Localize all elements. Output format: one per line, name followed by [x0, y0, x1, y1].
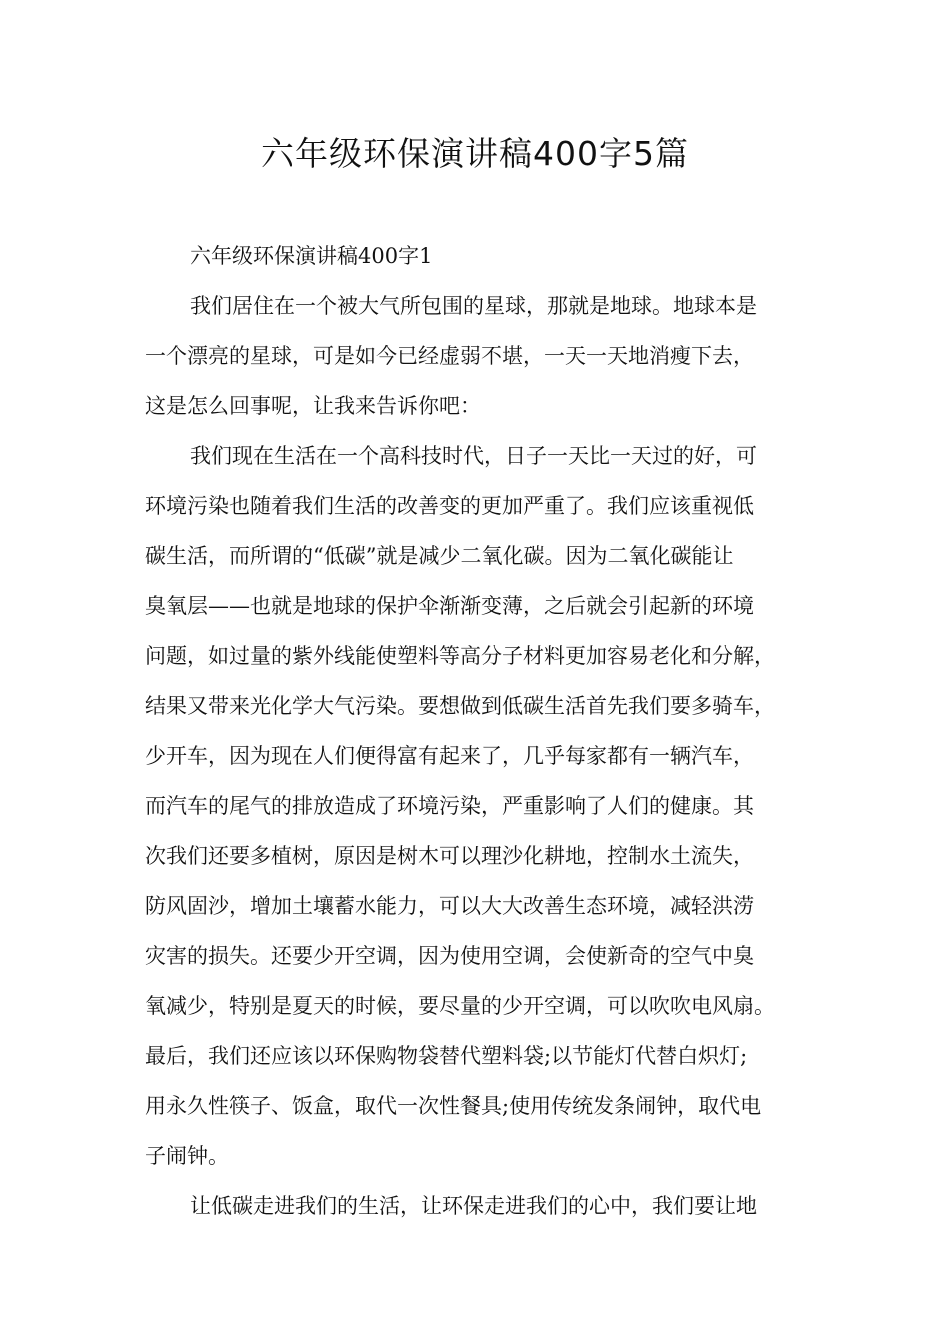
- paragraph-line: 而汽车的尾气的排放造成了环境污染，严重影响了人们的健康。其: [145, 794, 754, 818]
- paragraph-first-line: 六年级环保演讲稿400字1: [190, 244, 433, 268]
- paragraph-line: 少开车，因为现在人们便得富有起来了，几乎每家都有一辆汽车，: [145, 744, 754, 768]
- paragraph-line: 问题，如过量的紫外线能使塑料等高分子材料更加容易老化和分解，: [145, 644, 775, 668]
- paragraph-line: 子闹钟。: [145, 1144, 229, 1168]
- paragraph-line: 碳生活，而所谓的“低碳”就是减少二氧化碳。因为二氧化碳能让: [145, 544, 734, 568]
- paragraph-line: 一个漂亮的星球，可是如今已经虚弱不堪，一天一天地消瘦下去，: [145, 344, 754, 368]
- paragraph-line: 臭氧层——也就是地球的保护伞渐渐变薄，之后就会引起新的环境: [145, 594, 754, 618]
- paragraph-line: 这是怎么回事呢，让我来告诉你吧：: [145, 394, 481, 418]
- paragraph-line: 最后，我们还应该以环保购物袋替代塑料袋;以节能灯代替白炽灯;: [145, 1044, 748, 1068]
- document-title: 六年级环保演讲稿400字5篇: [261, 134, 689, 173]
- document-body: [145, 231, 820, 1231]
- paragraph-line: 防风固沙，增加土壤蓄水能力，可以大大改善生态环境，减轻洪涝: [145, 894, 754, 918]
- paragraph-line: 氧减少，特别是夏天的时候，要尽量的少开空调，可以吹吹电风扇。: [145, 994, 775, 1018]
- paragraph-line: 环境污染也随着我们生活的改善变的更加严重了。我们应该重视低: [145, 494, 754, 518]
- paragraph-line: 结果又带来光化学大气污染。要想做到低碳生活首先我们要多骑车，: [145, 694, 775, 718]
- paragraph-line: 灾害的损失。还要少开空调，因为使用空调，会使新奇的空气中臭: [145, 944, 754, 968]
- paragraph-line: 次我们还要多植树，原因是树木可以理沙化耕地，控制水土流失，: [145, 844, 754, 868]
- paragraph-first-line: 我们居住在一个被大气所包围的星球，那就是地球。地球本是: [190, 294, 757, 318]
- paragraph-line: 用永久性筷子、饭盒，取代一次性餐具;使用传统发条闹钟，取代电: [145, 1094, 762, 1118]
- paragraph-first-line: 让低碳走进我们的生活，让环保走进我们的心中，我们要让地: [190, 1194, 757, 1218]
- paragraph-first-line: 我们现在生活在一个高科技时代，日子一天比一天过的好，可: [190, 444, 757, 468]
